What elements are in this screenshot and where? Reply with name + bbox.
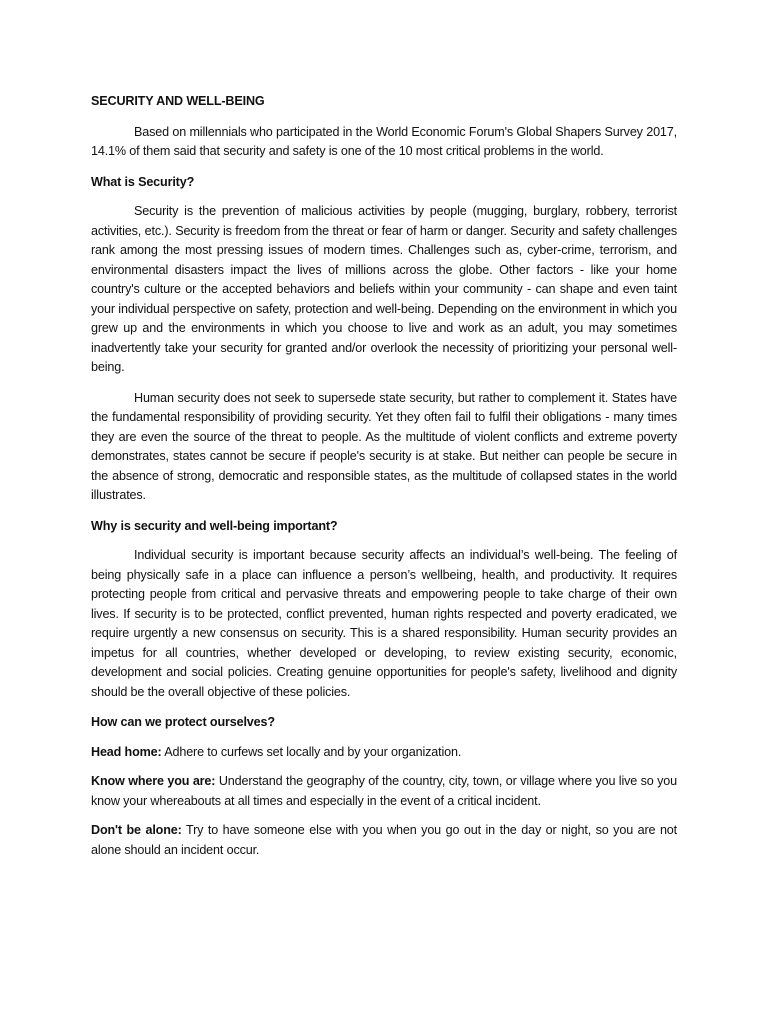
section-heading-why-important: Why is security and well-being important? <box>91 518 338 533</box>
tip-text: Understand the geography of the country, city, town, or village where you live so you know your whereabouts at all times and especially in the event of a critical incident. <box>91 774 677 808</box>
tip-item <box>91 772 677 811</box>
tip-label: Know where you are: <box>91 774 216 788</box>
tip-text: Try to have someone else with you when you go out in the day or night, so you are not alone should an incident occur. <box>91 823 677 857</box>
body-paragraph: Individual security is important because security affects an individual’s well-being. The feeling of being physically safe in a place can influence a person’s wellbeing, health, and productivity. It requires protecting people from critical and pervasive threats and empowering people to take charge of their own lives. If security is to be protected, conflict prevented, human rights respected and poverty eradicated, we require urgently a new consensus on security. This is a shared responsibility. Human security provides an impetus for all countries, whether developed or developing, to review existing security, economic, development and social policies. Creating genuine opportunities for people's safety, livelihood and dignity should be the overall objective of these policies. <box>91 548 677 699</box>
tip-item <box>91 821 677 860</box>
tip-label: Head home: <box>91 744 162 759</box>
document-page <box>91 92 677 870</box>
tip-item <box>91 743 677 763</box>
section-heading-what-is-security: What is Security? <box>91 174 195 189</box>
body-paragraph: Security is the prevention of malicious activities by people (mugging, burglary, robbery, terrorist activities, etc.). Security is freedom from the threat or fear of harm or danger. Security and safety challenges rank among the most pressing issues of modern times. Challenges such as, cyber-crime, terrorism, and environmental disasters impact the lives of millions across the globe. Other factors - like your home country's culture or the accepted behaviors and beliefs within your community - can shape and even taint your individual perspective on safety, protection and well-being. Depending on the environment in which you grew up and the environments in which you choose to live and work as an adult, you may sometimes inadvertently take your security for granted and/or overlook the necessity of prioritizing your personal well-being. <box>91 204 677 374</box>
document-title: SECURITY AND WELL-BEING <box>91 94 265 108</box>
body-paragraph: Human security does not seek to supersede state security, but rather to complement it. States have the fundamental responsibility of providing security. Yet they often fail to fulfil their obligations - many times they are even the source of the threat to people. As the multitude of violent conflicts and extreme poverty demonstrates, states cannot be secure if people's security is at stake. But neither can people be secure in the absence of strong, democratic and responsible states, as the multitude of collapsed states in the world illustrates. <box>91 390 677 502</box>
intro-paragraph: Based on millennials who participated in the World Economic Forum's Global Shapers Survey 2017, 14.1% of them said that security and safety is one of the 10 most critical problems in the world. <box>91 124 677 158</box>
section-heading-how-protect: How can we protect ourselves? <box>91 715 275 729</box>
tip-text: Adhere to curfews set locally and by your organization. <box>161 744 462 759</box>
tip-label: Don't be alone: <box>91 823 182 837</box>
